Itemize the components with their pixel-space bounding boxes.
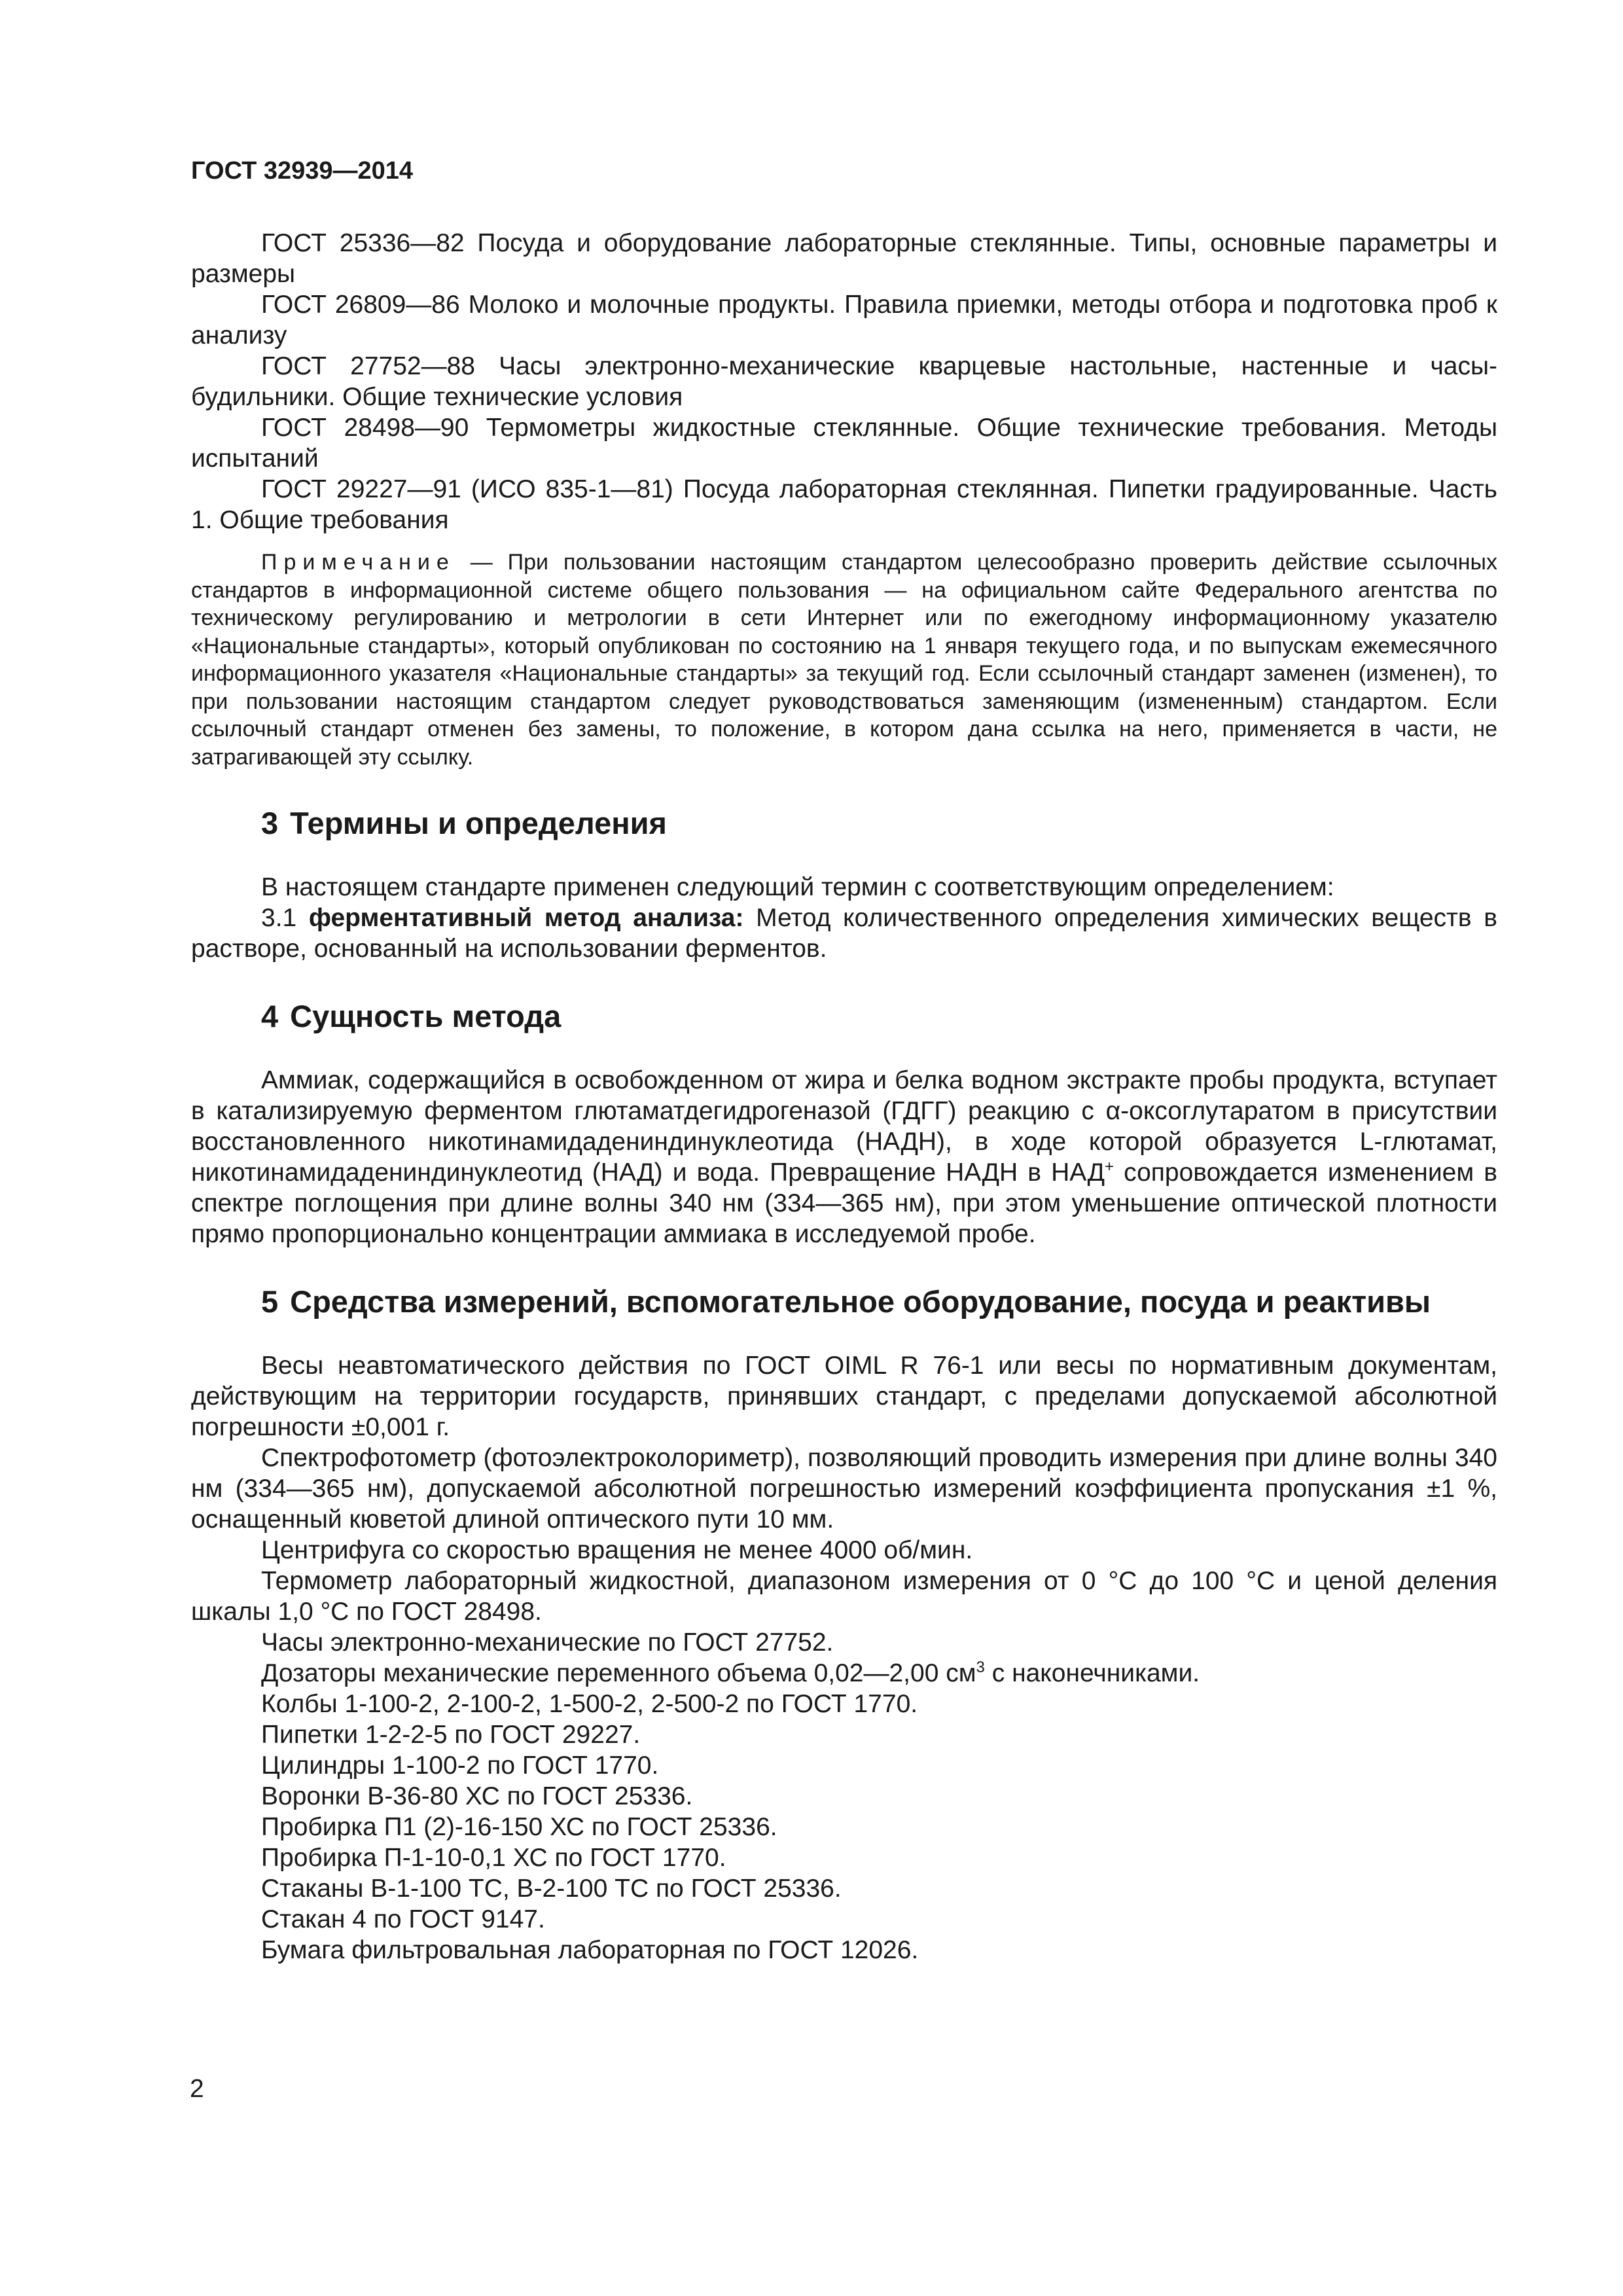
page-content	[191, 228, 1497, 1965]
reference-item: ГОСТ 28498—90 Термометры жидкостные стеклянные. Общие технические требования. Методы испытаний	[191, 414, 1497, 473]
section4-text-part2: сопровождается изменением в спектре поглощения при длине волны 340 нм (334—365 нм), при этом уменьшение оптической плотности прямо пропорционально концентрации аммиака в исследуемой пробе.	[191, 1158, 1497, 1248]
term-definition	[191, 903, 1497, 964]
equipment-item: Часы электронно-механические по ГОСТ 27752.	[261, 1628, 834, 1657]
superscript-plus: +	[1105, 1158, 1115, 1175]
section-number: 5	[261, 1284, 279, 1319]
equipment-item: Спектрофотометр (фотоэлектроколориметр), позволяющий проводить измерения при длине волны 340 нм (334—365 нм), допускаемой абсолютной погрешностью измерений коэффициента пропускания ±1 %, оснащенный кюветой длиной оптического пути 10 мм.	[191, 1444, 1497, 1534]
equipment-item: Воронки В-36-80 ХС по ГОСТ 25336.	[261, 1782, 693, 1810]
note-label: Примечание	[261, 550, 455, 575]
reference-item: ГОСТ 27752—88 Часы электронно-механические кварцевые настольные, настенные и часы-будильники. Общие технические условия	[191, 352, 1497, 411]
section-title: Средства измерений, вспомогательное оборудование, посуда и реактивы	[290, 1284, 1431, 1319]
section3-intro: В настоящем стандарте применен следующий термин с соответствующим определением:	[261, 873, 1334, 901]
document-header: ГОСТ 32939—2014	[191, 157, 414, 185]
section-number: 4	[261, 999, 279, 1033]
section-number: 3	[261, 806, 279, 840]
term-definition-text: Метод количественного определения химических веществ в растворе, основанный на использовании ферментов.	[191, 904, 1497, 963]
equipment-item: Весы неавтоматического действия по ГОСТ OIML R 76-1 или весы по нормативным документам, действующим на территории государств, принявших стандарт, с пределами допускаемой абсолютной погрешности ±0,001 г.	[191, 1352, 1497, 1441]
equipment-item: Стаканы В-1-100 ТС, В-2-100 ТС по ГОСТ 25336.	[261, 1874, 842, 1903]
reference-item: ГОСТ 26809—86 Молоко и молочные продукты. Правила приемки, методы отбора и подготовка проб к анализу	[191, 291, 1497, 350]
dosing-text-end: с наконечниками.	[984, 1659, 1200, 1687]
page-number: 2	[190, 2075, 204, 2103]
equipment-item: Стакан 4 по ГОСТ 9147.	[261, 1905, 545, 1933]
term-number: 3.1	[261, 904, 297, 932]
equipment-item	[191, 1658, 1497, 1689]
equipment-item: Пробирка П1 (2)-16-150 ХС по ГОСТ 25336.	[261, 1813, 777, 1841]
section-title: Сущность метода	[290, 999, 562, 1033]
reference-item: ГОСТ 25336—82 Посуда и оборудование лабораторные стеклянные. Типы, основные параметры и размеры	[191, 229, 1497, 288]
section-heading-5	[191, 1282, 1497, 1321]
term-name: ферментативный метод анализа:	[308, 904, 744, 932]
equipment-item: Бумага фильтровальная лабораторная по ГОСТ 12026.	[261, 1936, 919, 1964]
section4-paragraph	[191, 1065, 1497, 1249]
superscript-3: 3	[976, 1659, 985, 1676]
section-title: Термины и определения	[290, 806, 667, 840]
equipment-item: Колбы 1-100-2, 2-100-2, 1-500-2, 2-500-2 по ГОСТ 1770.	[261, 1690, 918, 1718]
note-text: — При пользовании настоящим стандартом целесообразно проверить действие ссылочных стандартов в информационной системе общего пользования — на официальном сайте Федерального агентства по техническому регулированию и метрологии в сети Интернет или по ежегодному информационному указателю «Национальные стандарты», который опубликован по состоянию на 1 января текущего года, и по выпускам ежемесячного информационного указателя «Национальные стандарты» за текущий год. Если ссылочный стандарт заменен (изменен), то при пользовании настоящим стандартом следует руководствоваться заменяющим (измененным) стандартом. Если ссылочный стандарт отменен без замены, то положение, в котором дана ссылка на него, применяется в части, не затрагивающей эту ссылку.	[191, 550, 1497, 770]
equipment-item: Центрифуга со скоростью вращения не менее 4000 об/мин.	[261, 1536, 973, 1564]
section-heading-4	[191, 997, 1497, 1036]
dosing-text: Дозаторы механические переменного объема 0,02—2,00 см	[261, 1659, 976, 1687]
reference-item: ГОСТ 29227—91 (ИСО 835-1—81) Посуда лабораторная стеклянная. Пипетки градуированные. Часть 1. Общие требования	[191, 475, 1497, 534]
section-heading-3	[191, 804, 1497, 843]
equipment-item: Термометр лабораторный жидкостной, диапазоном измерения от 0 °С до 100 °С и ценой деления шкалы 1,0 °С по ГОСТ 28498.	[191, 1567, 1497, 1626]
note-paragraph	[191, 548, 1497, 771]
section4-text-part1: Аммиак, содержащийся в освобожденном от жира и белка водном экстракте пробы продукта, вступает в катализируемую ферментом глютаматдегидрогеназой (ГДГГ) реакцию с α-оксоглутаратом в присутствии восстановленного никотинамидадениндинуклеотида (НАДН), в ходе которой образуется L-глютамат, никотинамидадениндинуклеотид (НАД) и вода. Превращение НАДН в НАД	[191, 1066, 1497, 1187]
equipment-item: Пробирка П-1-10-0,1 ХС по ГОСТ 1770.	[261, 1844, 726, 1872]
equipment-item: Цилиндры 1-100-2 по ГОСТ 1770.	[261, 1751, 659, 1780]
equipment-item: Пипетки 1-2-2-5 по ГОСТ 29227.	[261, 1721, 641, 1749]
